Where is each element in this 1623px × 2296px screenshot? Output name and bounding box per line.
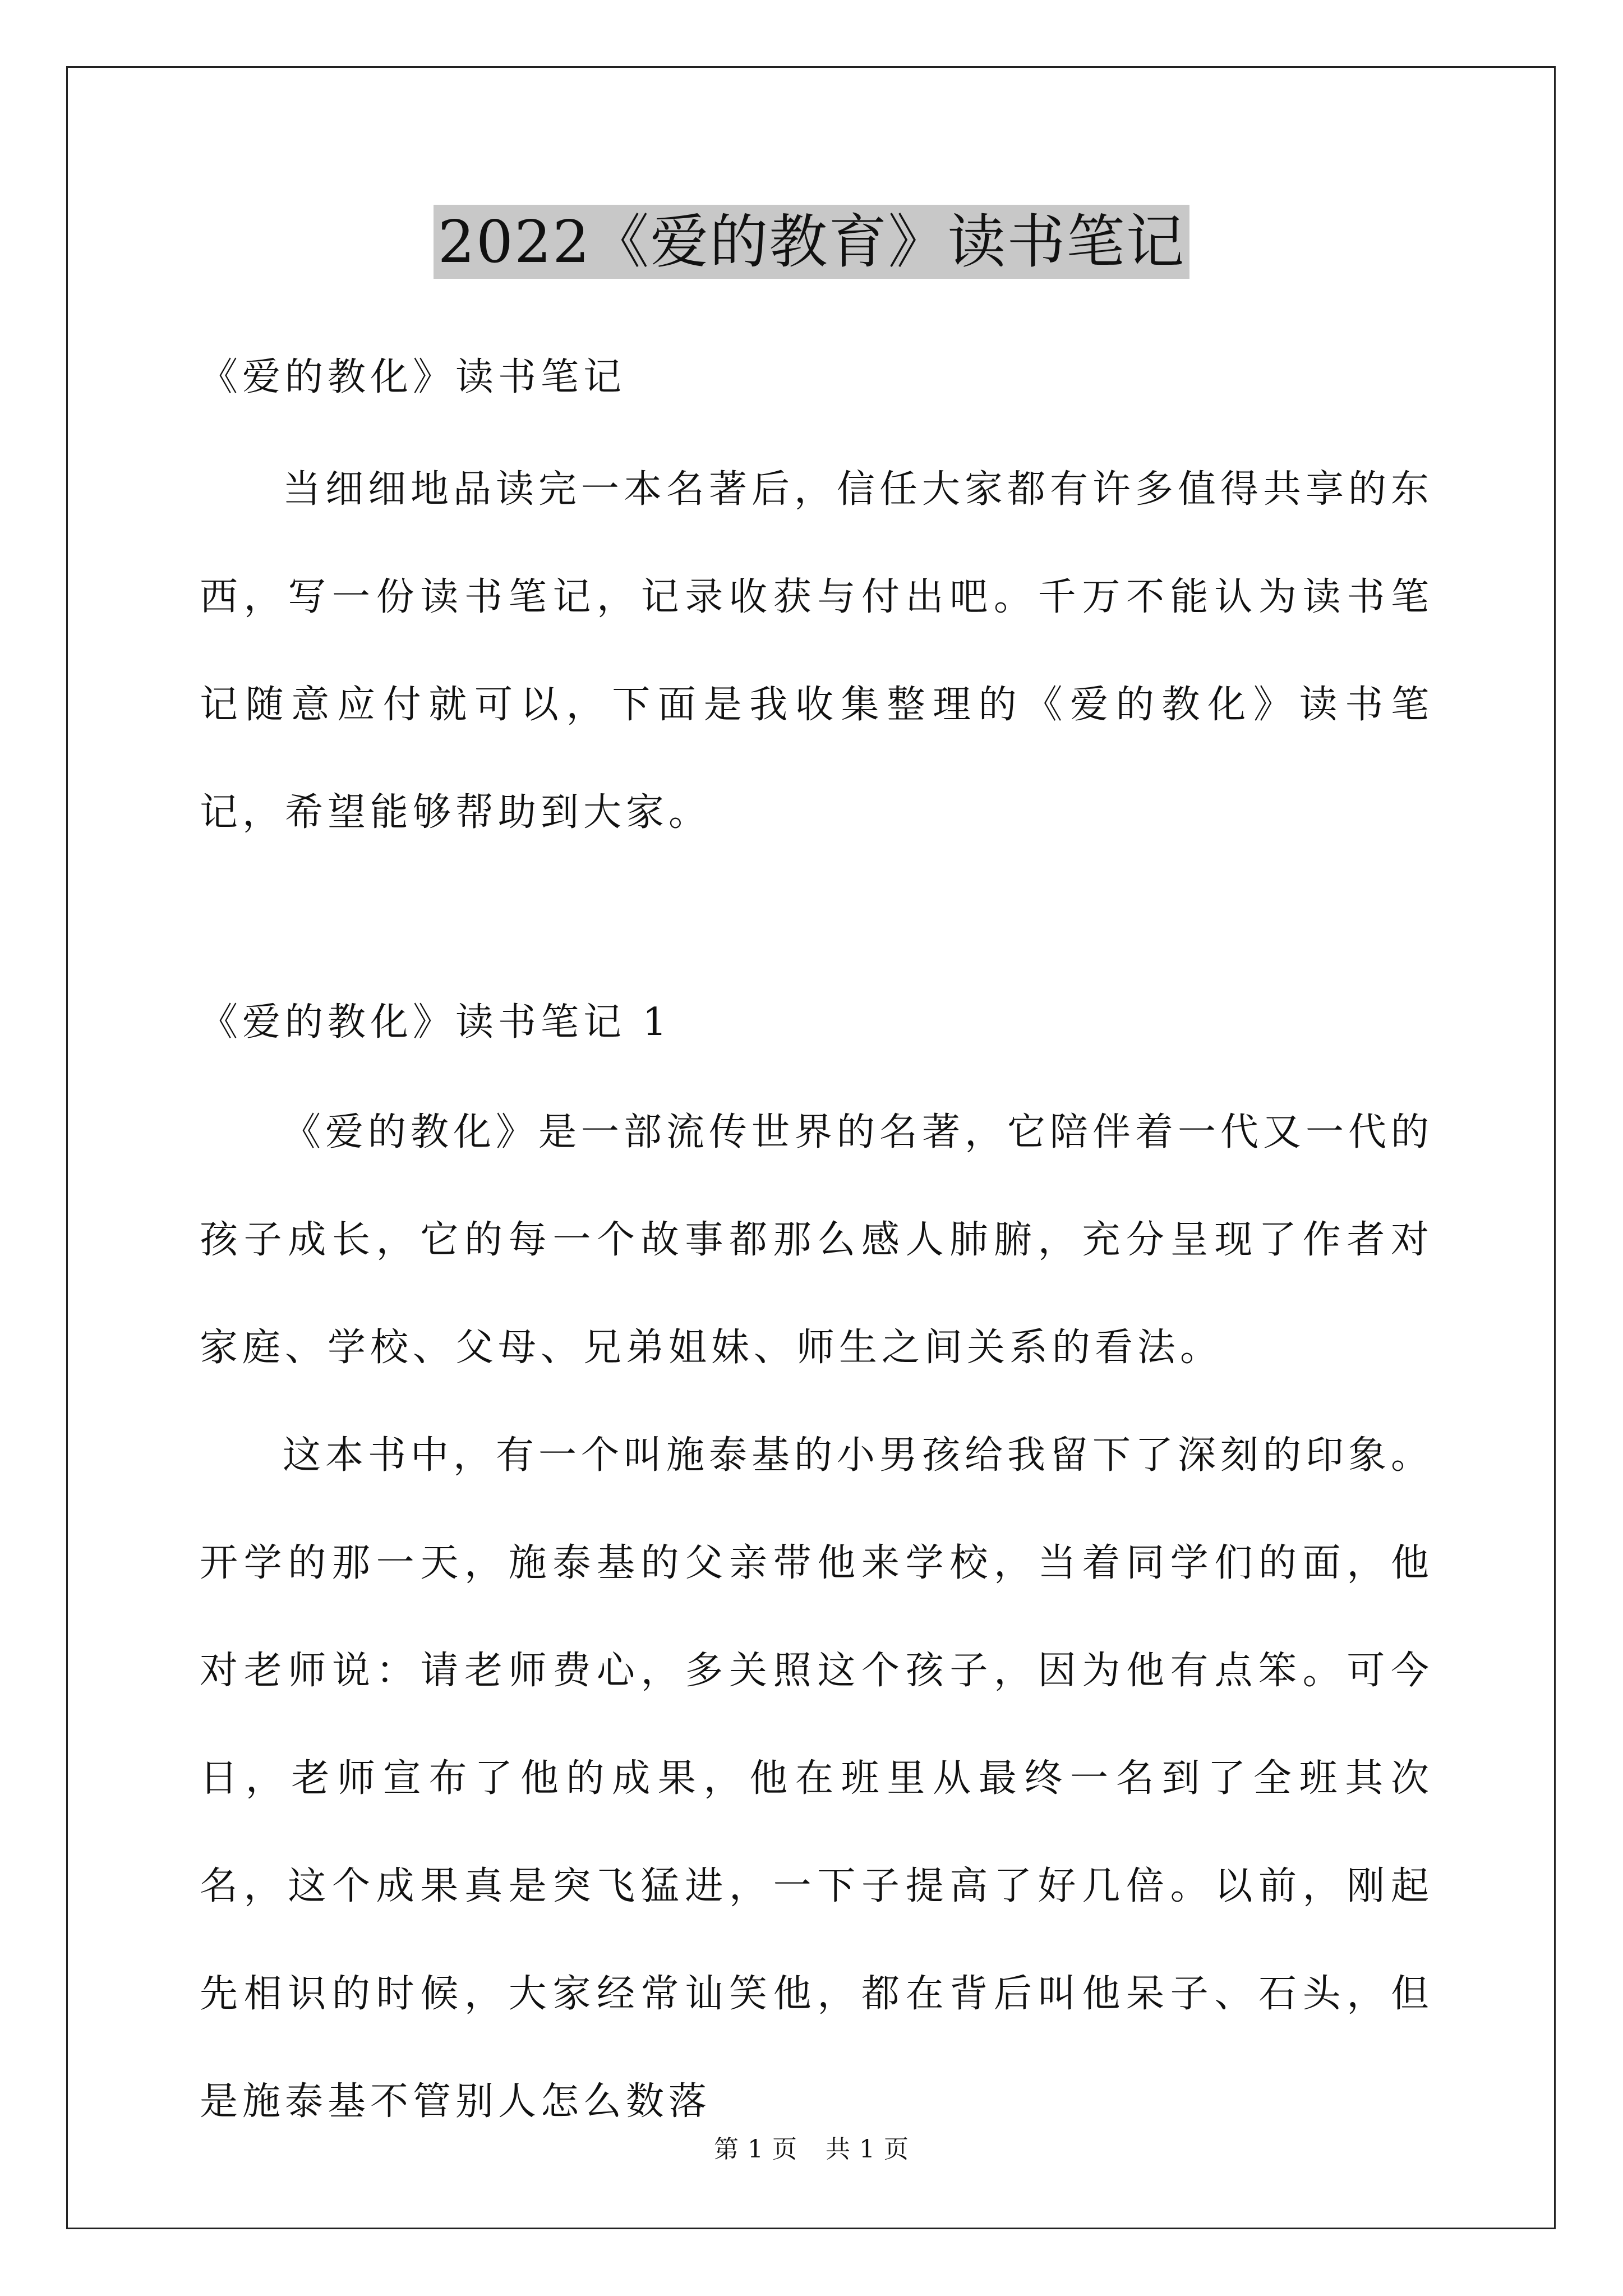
page-number-total: 共 1 页 <box>826 2135 909 2164</box>
section-body <box>200 1079 1433 2156</box>
section-paragraph-1: 《爱的教化》是一部流传世界的名著，它陪伴着一代又一代的孩子成长，它的每一个故事都那么感人肺腑，充分呈现了作者对家庭、学校、父母、兄弟姐妹、师生之间关系的看法。 <box>200 1110 1434 1370</box>
document-title: 2022《爱的教育》读书笔记 <box>434 205 1190 279</box>
section-heading-block <box>200 997 1433 1048</box>
intro-heading: 《爱的教化》读书笔记 <box>200 355 626 399</box>
page-number-current: 第 1 页 <box>714 2135 797 2164</box>
intro-paragraph: 当细细地品读完一本名著后，信任大家都有许多值得共享的东西，写一份读书笔记，记录收获与付出吧。千万不能认为读书笔记随意应付就可以，下面是我收集整理的《爱的教化》读书笔记，希望能够帮助到大家。 <box>200 467 1434 835</box>
title-container <box>0 205 1623 279</box>
intro-heading-block <box>200 352 1433 403</box>
page-footer <box>0 2129 1623 2165</box>
section-paragraph-2: 这本书中，有一个叫施泰基的小男孩给我留下了深刻的印象。开学的那一天，施泰基的父亲带他来学校，当着同学们的面，他对老师说：请老师费心，多关照这个孩子，因为他有点笨。可今日，老师宣布了他的成果，他在班里从最终一名到了全班其次名，这个成果真是突飞猛进，一下子提高了好几倍。以前，刚起先相识的时候，大家经常讪笑他，都在背后叫他呆子、石头，但是施泰基不管别人怎么数落 <box>200 1433 1434 2124</box>
section-heading: 《爱的教化》读书笔记 1 <box>200 1000 671 1045</box>
intro-paragraph-block <box>200 436 1433 867</box>
